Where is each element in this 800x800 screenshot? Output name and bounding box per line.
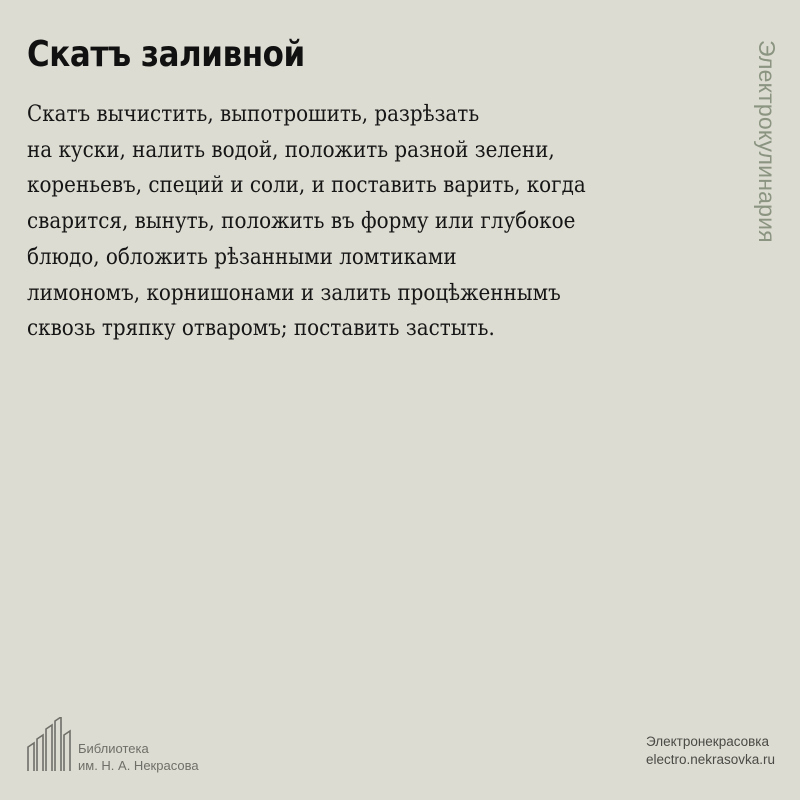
recipe-line: лимономъ, корнишонами и залить процѣженнымъ — [27, 280, 561, 306]
library-name-line: им. Н. А. Некрасова — [78, 758, 199, 773]
site-name: Электронекрасовка — [645, 734, 770, 749]
recipe-text — [27, 97, 661, 347]
site-url[interactable]: electro.nekrasovka.ru — [645, 752, 775, 767]
library-name-line: Библиотека — [78, 741, 149, 756]
recipe-line: блюдо, обложить рѣзанными ломтиками — [27, 244, 457, 270]
site-info — [646, 733, 775, 769]
recipe-line: сварится, вынуть, положить въ форму или глубокое — [27, 209, 576, 235]
library-name — [78, 740, 199, 774]
recipe-line: Скатъ вычистить, выпотрошить, разрѣзать — [27, 102, 480, 127]
recipe-line: на куски, налить водой, положить разной зелени, — [27, 137, 555, 163]
recipe-line: кореньевъ, специй и соли, и поставить варить, когда — [27, 173, 586, 199]
library-logo-icon — [26, 717, 72, 771]
series-label: Электрокулинария — [754, 40, 780, 243]
recipe-title: Скатъ заливной — [27, 34, 305, 75]
recipe-line: сквозь тряпку отваромъ; поставить застыть. — [27, 316, 495, 342]
